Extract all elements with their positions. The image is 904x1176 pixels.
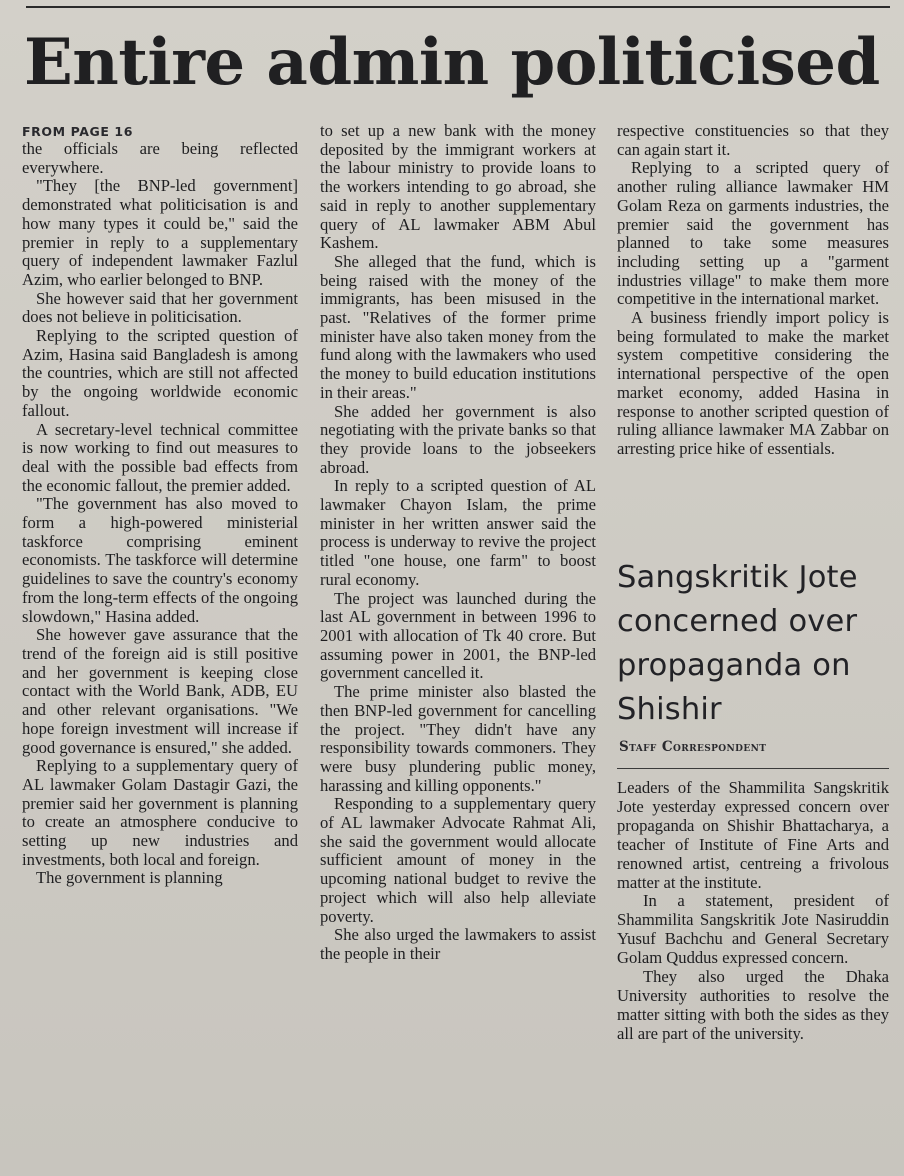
byline-text: Staff Correspondent (619, 739, 767, 755)
paragraph: Responding to a supplementary query of AL lawmaker Advocate Rahmat Ali, she said the government would allocate sufficient amount of money in the upcoming national budget to revive the project which will also help alleviate poverty. (320, 794, 596, 926)
article-column-1 (22, 122, 298, 888)
paragraph: The project was launched during the last AL government in between 1996 to 2001 with allocation of Tk 40 crore. But assuming power in 2001, the BNP-led government cancelled it. (320, 588, 596, 683)
paragraph: Replying to the scripted question of Azim, Hasina said Bangladesh is among the countries, which are still not affected by the ongoing worldwide economic fallout. (22, 326, 298, 420)
paragraph: "They [the BNP-led government] demonstrated what politicisation is and how many types it could be," said the premier in reply to a supplementary query of independent lawmaker Fazlul Azim, who earlier belonged to BNP. (22, 176, 298, 289)
byline (619, 737, 891, 757)
paragraph: A secretary-level technical committee is now working to find out measures to deal with the possible bad effects from the economic fallout, the premier added. (22, 419, 298, 495)
top-rule (26, 6, 890, 8)
paragraph: She added her government is also negotiating with the private banks so that they provide loans to the jobseekers abroad. (320, 401, 596, 477)
article-column-3 (617, 122, 889, 459)
paragraph: Replying to a scripted query of another ruling alliance lawmaker HM Golam Reza on garments industries, the premier said the government has planned to take some measures including setting up a "garment industries village" to make them more competitive in the international market. (617, 158, 889, 309)
paragraph: the officials are being reflected everywhere. (22, 139, 298, 177)
paragraph: They also urged the Dhaka University authorities to resolve the matter sitting with both the sides as they all are part of the university. (617, 967, 889, 1043)
headline: Entire admin politicised (24, 25, 880, 100)
paragraph: "The government has also moved to form a high-powered ministerial taskforce comprising eminent economists. The taskforce will determine guidelines to save the country's economy from the long-term effects of the ongoing slowdown," Hasina added. (22, 494, 298, 626)
paragraph: Leaders of the Shammilita Sangskritik Jote yesterday expressed concern over propaganda on Shishir Bhattacharya, a teacher of Institute of Fine Arts and renowned artist, centreing a frivolous matter at the institute. (617, 778, 889, 892)
paragraph: She however gave assurance that the trend of the foreign aid is still positive and her government is keeping close contact with the World Bank, ADB, EU and other relevant organisations. "We hope foreign investment will increase if good governance is ensured," she added. (22, 625, 298, 757)
paragraph: The prime minister also blasted the then BNP-led government for cancelling the project. "They didn't have any responsibility towards commoners. They were busy plundering public money, harassing and killing opponents." (320, 682, 596, 795)
paragraph: In a statement, president of Shammilita Sangskritik Jote Nasiruddin Yusuf Bachchu and General Secretary Golam Quddus expressed concern. (617, 891, 889, 968)
sidebar-headline: Sangskritik Jote concerned over propaganda on Shishir (617, 560, 858, 727)
paragraph: A business friendly import policy is being formulated to make the market system competitive considering the international perspective of the open market economy, added Hasina in response to another scripted question of ruling alliance lawmaker MA Zabbar on arresting price hike of essentials. (617, 308, 889, 458)
byline-rule (617, 768, 889, 769)
paragraph: The government is planning (36, 868, 223, 888)
paragraph: She however said that her government does not believe in politicisation. (22, 288, 298, 327)
kicker: FROM PAGE 16 (22, 124, 134, 139)
article-column-2 (320, 122, 596, 964)
sidebar-story-body (617, 779, 889, 1044)
paragraph: to set up a new bank with the money deposited by the immigrant workers at the labour ministry to provide loans to the workers intending to go abroad, she said in reply to another supplementary query of AL lawmaker ABM Abul Kashem. (320, 121, 596, 253)
paragraph: In reply to a scripted question of AL lawmaker Chayon Islam, the prime minister in her written answer said the process is underway to revive the project titled "one house, one farm" to boost rural economy. (320, 476, 596, 589)
paragraph: She alleged that the fund, which is being raised with the money of the immigrants, has been misused in the past. "Relatives of the former prime minister have also taken money from the fund along with the lawmakers who used the money to build education institutions in their areas." (320, 251, 596, 402)
paragraph: respective constituencies so that they can again start it. (617, 121, 889, 159)
paragraph: She also urged the lawmakers to assist the people in their (320, 925, 596, 963)
paragraph: Replying to a supplementary query of AL lawmaker Golam Dastagir Gazi, the premier said her government is planning to create an atmosphere conducive to setting up new industries and investments, both local and foreign. (22, 756, 298, 869)
